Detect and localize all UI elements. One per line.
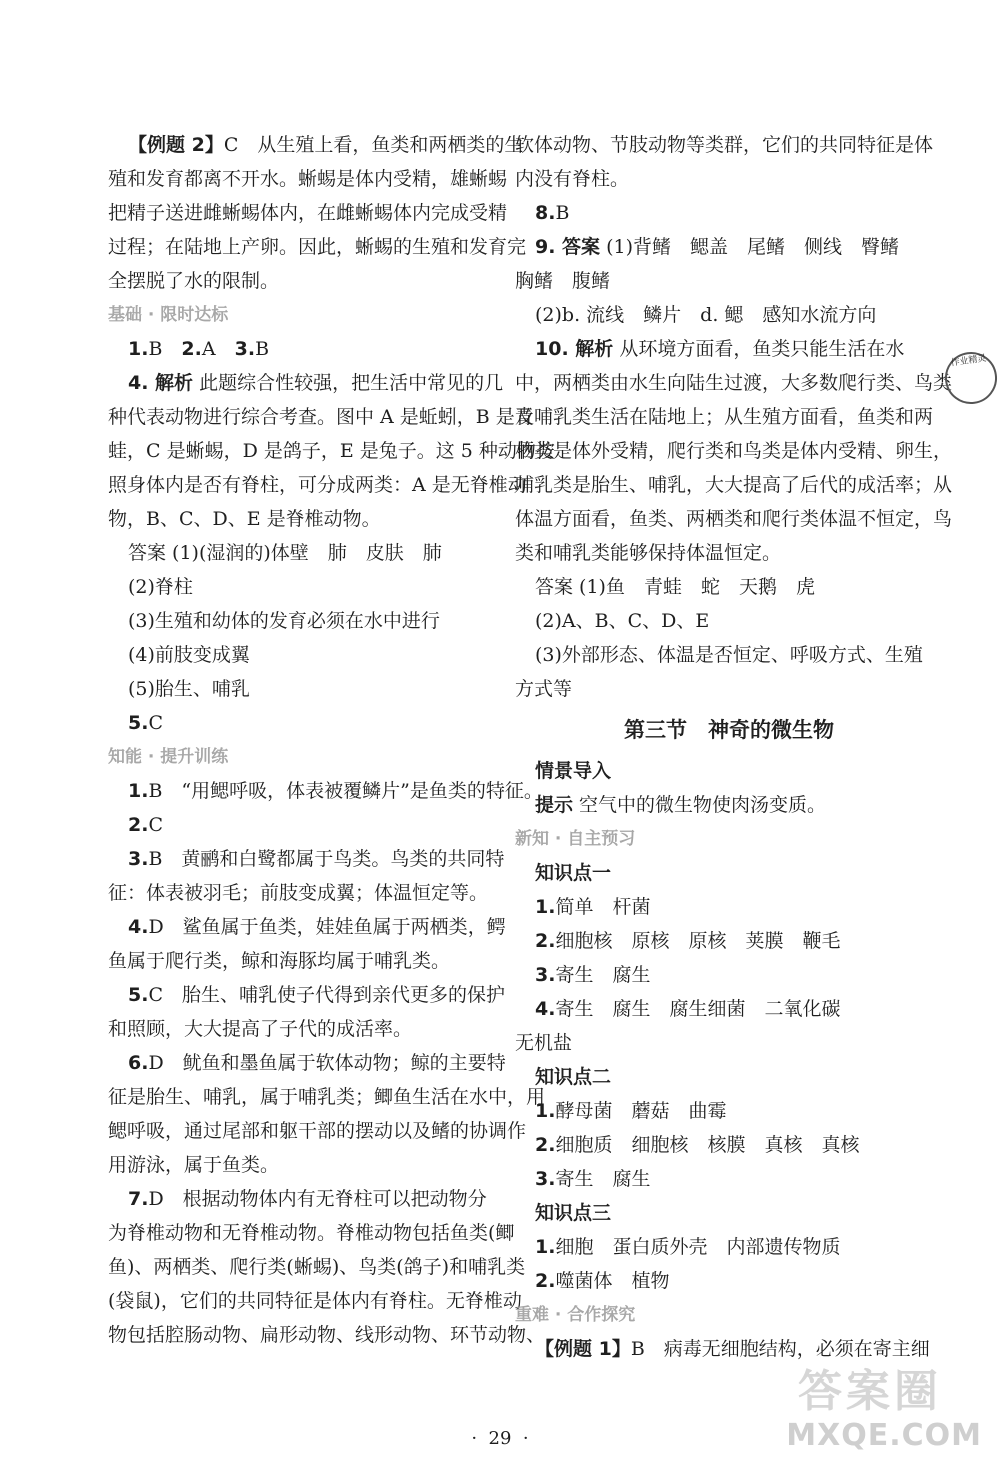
text-run: 胸鳍 腹鳍 bbox=[515, 270, 611, 292]
text-run: 细胞核 原核 原核 荚膜 鞭毛 bbox=[555, 930, 841, 952]
bold-label: 1. bbox=[128, 338, 149, 360]
left-line bbox=[108, 230, 527, 264]
right-line bbox=[515, 570, 943, 604]
right-line bbox=[515, 332, 943, 366]
text-run: 鱼)、两栖类、爬行类(蜥蜴)、鸟类(鸽子)和哺乳类 bbox=[108, 1256, 526, 1278]
left-line bbox=[108, 1318, 546, 1352]
text-run: 征：体表被羽毛；前肢变成翼；体温恒定等。 bbox=[108, 882, 489, 904]
bold-label: 2. bbox=[535, 1270, 556, 1292]
text-run: 寄生 腐生 bbox=[555, 964, 651, 986]
text-run: 细胞质 细胞核 核膜 真核 真核 bbox=[555, 1134, 860, 1156]
text-run: 用游泳，属于鱼类。 bbox=[108, 1154, 280, 1176]
right-line bbox=[515, 536, 943, 570]
text-run: 中，两栖类由水生向陆生过渡，大多数爬行类、鸟类 bbox=[515, 372, 953, 394]
bold-label: 8. bbox=[535, 202, 556, 224]
right-line bbox=[515, 924, 943, 958]
text-run: 物包括腔肠动物、扁形动物、线形动物、环节动物、 bbox=[108, 1324, 546, 1346]
text-run: 无机盐 bbox=[515, 1032, 573, 1054]
text-run: D 根据动物体内有无脊柱可以把动物分 bbox=[148, 1188, 487, 1210]
text-run: 从环境方面看，鱼类只能生活在水 bbox=[613, 338, 905, 360]
right-line bbox=[515, 1162, 943, 1196]
left-line bbox=[108, 638, 500, 672]
text-run: 哺乳类是胎生、哺乳，大大提高了后代的成活率；从 bbox=[515, 474, 953, 496]
text-run: C 从生殖上看，鱼类和两栖类的生 bbox=[223, 134, 524, 156]
right-line bbox=[515, 856, 943, 890]
section-heading: 知能 · 提升训练 bbox=[108, 747, 229, 767]
text-run: B 病毒无细胞结构，必须在寄主细 bbox=[630, 1338, 930, 1360]
text-run: 此题综合性较强，把生活中常见的几 bbox=[193, 372, 504, 394]
bold-label: 知识点二 bbox=[535, 1066, 612, 1088]
bold-label: 【例题 1】 bbox=[535, 1338, 631, 1360]
text-run: 及哺乳类生活在陆地上；从生殖方面看，鱼类和两 bbox=[515, 406, 934, 428]
text-run: 殖和发育都离不开水。蜥蜴是体内受精，雄蜥蜴 bbox=[108, 168, 508, 190]
text-run: 蛙，C 是蜥蜴，D 是鸽子，E 是兔子。这 5 种动物按 bbox=[108, 440, 555, 462]
text-run: 过程；在陆地上产卵。因此，蜥蜴的生殖和发育完 bbox=[108, 236, 527, 258]
text-run: D 鱿鱼和墨鱼属于软体动物；鲸的主要特 bbox=[148, 1052, 506, 1074]
text-run: (2)脊柱 bbox=[128, 576, 193, 598]
bold-label: 5. bbox=[128, 712, 149, 734]
right-line bbox=[515, 162, 943, 196]
section-heading: 基础 · 限时达标 bbox=[108, 305, 229, 325]
right-line bbox=[515, 1264, 943, 1298]
page-number: · 29 · bbox=[471, 1428, 529, 1449]
left-line bbox=[108, 910, 506, 944]
text-run: 噬菌体 植物 bbox=[555, 1270, 670, 1292]
right-line bbox=[515, 638, 943, 672]
right-column bbox=[515, 128, 953, 1366]
right-line bbox=[515, 604, 943, 638]
text-run: (1)背鳍 鳃盖 尾鳍 侧线 臀鳍 bbox=[600, 236, 900, 258]
text-run: 种代表动物进行综合考查。图中 A 是蚯蚓，B 是青 bbox=[108, 406, 534, 428]
watermark-logo: 答案圈 bbox=[798, 1366, 942, 1417]
text-run: D 鲨鱼属于鱼类，娃娃鱼属于两栖类，鳄 bbox=[148, 916, 506, 938]
bold-label: 1. bbox=[535, 896, 556, 918]
right-line bbox=[515, 502, 953, 536]
text-run: B bbox=[148, 338, 182, 360]
text-run: (3)生殖和幼体的发育必须在水中进行 bbox=[128, 610, 440, 632]
text-run: B bbox=[255, 338, 270, 360]
right-line bbox=[515, 754, 943, 788]
left-line bbox=[108, 332, 500, 366]
right-line bbox=[515, 672, 943, 706]
text-run: 答案 (1)(湿润的)体壁 肺 皮肤 肺 bbox=[128, 542, 442, 564]
text-run: 软体动物、节肢动物等类群，它们的共同特征是体 bbox=[515, 134, 934, 156]
right-line bbox=[515, 1026, 943, 1060]
left-line bbox=[108, 570, 500, 604]
text-run: (4)前肢变成翼 bbox=[128, 644, 250, 666]
text-run: 寄生 腐生 腐生细菌 二氧化碳 bbox=[555, 998, 841, 1020]
left-line bbox=[108, 604, 500, 638]
left-line bbox=[108, 774, 543, 808]
right-line bbox=[515, 1128, 943, 1162]
right-line bbox=[515, 890, 943, 924]
bold-label: 2. bbox=[128, 814, 149, 836]
section-heading: 重难 · 合作探究 bbox=[515, 1305, 636, 1325]
left-line bbox=[108, 1250, 526, 1284]
left-line bbox=[108, 672, 500, 706]
left-line bbox=[108, 808, 500, 842]
section-heading: 新知 · 自主预习 bbox=[515, 829, 636, 849]
text-run: C 胎生、哺乳使子代得到亲代更多的保护 bbox=[148, 984, 505, 1006]
text-run: 空气中的微生物使肉汤变质。 bbox=[573, 794, 827, 816]
text-run: 物，B、C、D、E 是脊椎动物。 bbox=[108, 508, 381, 530]
bold-label: 4. bbox=[128, 916, 149, 938]
chapter-title: 第三节 神奇的微生物 bbox=[624, 718, 834, 742]
right-line bbox=[515, 1196, 943, 1230]
text-run: 把精子送进雌蜥蜴体内，在雌蜥蜴体内完成受精 bbox=[108, 202, 508, 224]
left-line bbox=[108, 264, 500, 298]
bold-label: 2. bbox=[535, 1134, 556, 1156]
text-run: A bbox=[201, 338, 235, 360]
text-run: 内没有脊柱。 bbox=[515, 168, 630, 190]
right-line bbox=[515, 230, 943, 264]
text-run: B 黄鹂和白鹭都属于鸟类。鸟类的共同特 bbox=[148, 848, 505, 870]
left-line bbox=[108, 1216, 515, 1250]
bold-label: 3. bbox=[535, 1168, 556, 1190]
left-line bbox=[108, 1080, 546, 1114]
right-line bbox=[515, 196, 943, 230]
right-line bbox=[515, 1060, 943, 1094]
left-line bbox=[108, 400, 534, 434]
text-run: 鳃呼吸，通过尾部和躯干部的摆动以及鳍的协调作 bbox=[108, 1120, 527, 1142]
right-line bbox=[515, 1230, 943, 1264]
text-run: 酵母菌 蘑菇 曲霉 bbox=[555, 1100, 727, 1122]
right-line bbox=[515, 958, 943, 992]
bold-label: 知识点三 bbox=[535, 1202, 612, 1224]
text-run: (2)b. 流线 鳞片 d. 鳃 感知水流方向 bbox=[535, 304, 877, 326]
right-line bbox=[515, 400, 943, 434]
text-run: 和照顾，大大提高了子代的成活率。 bbox=[108, 1018, 413, 1040]
text-run: (2)A、B、C、D、E bbox=[535, 610, 710, 632]
bold-label: 6. bbox=[128, 1052, 149, 1074]
left-line bbox=[108, 502, 500, 536]
bold-label: 5. bbox=[128, 984, 149, 1006]
right-line bbox=[515, 298, 943, 332]
page-number-value: 29 bbox=[488, 1428, 512, 1449]
left-line bbox=[108, 1046, 506, 1080]
bold-label: 3. bbox=[128, 848, 149, 870]
bold-label: 4. 解析 bbox=[128, 372, 194, 394]
text-run: 全摆脱了水的限制。 bbox=[108, 270, 280, 292]
right-line bbox=[515, 128, 943, 162]
text-run: 体温方面看，鱼类、两栖类和爬行类体温不恒定，鸟 bbox=[515, 508, 953, 530]
left-line bbox=[108, 1148, 500, 1182]
right-line bbox=[515, 434, 953, 468]
text-run: B “用鳃呼吸，体表被覆鳞片”是鱼类的特征。 bbox=[148, 780, 543, 802]
text-run: 征是胎生、哺乳，属于哺乳类；鲫鱼生活在水中，用 bbox=[108, 1086, 546, 1108]
bold-label: 2. bbox=[181, 338, 202, 360]
text-run: 鱼属于爬行类，鲸和海豚均属于哺乳类。 bbox=[108, 950, 451, 972]
left-line bbox=[108, 434, 555, 468]
text-run: (3)外部形态、体温是否恒定、呼吸方式、生殖 bbox=[535, 644, 923, 666]
right-line bbox=[515, 468, 953, 502]
left-line bbox=[108, 706, 500, 740]
bold-label: 3. bbox=[234, 338, 256, 360]
right-line bbox=[515, 992, 943, 1026]
bold-label: 4. bbox=[535, 998, 556, 1020]
bold-label: 7. bbox=[128, 1188, 149, 1210]
right-line bbox=[515, 366, 953, 400]
text-run: 寄生 腐生 bbox=[555, 1168, 651, 1190]
left-line bbox=[108, 842, 505, 876]
bold-label: 1. bbox=[535, 1236, 556, 1258]
right-line bbox=[515, 1094, 943, 1128]
bold-label: 1. bbox=[128, 780, 149, 802]
bold-label: 2. bbox=[535, 930, 556, 952]
text-run: 简单 杆菌 bbox=[555, 896, 651, 918]
text-run: 细胞 蛋白质外壳 内部遗传物质 bbox=[555, 1236, 841, 1258]
bold-label: 提示 bbox=[535, 794, 574, 816]
left-line bbox=[108, 196, 508, 230]
left-line bbox=[108, 366, 504, 400]
bold-label: 3. bbox=[535, 964, 556, 986]
left-line bbox=[108, 944, 500, 978]
bold-label: 情景导入 bbox=[535, 760, 612, 782]
left-line bbox=[108, 1114, 527, 1148]
left-line bbox=[108, 468, 527, 502]
left-line bbox=[108, 536, 500, 570]
watermark-url: MXQE.COM bbox=[786, 1418, 982, 1453]
left-line bbox=[108, 162, 508, 196]
right-line bbox=[515, 788, 943, 822]
text-run: 类和哺乳类能够保持体温恒定。 bbox=[515, 542, 782, 564]
bold-label: 1. bbox=[535, 1100, 556, 1122]
bold-label: 10. 解析 bbox=[535, 338, 614, 360]
text-run: 方式等 bbox=[515, 678, 573, 700]
text-run: C bbox=[148, 814, 163, 836]
bold-label: 【例题 2】 bbox=[128, 134, 224, 156]
bold-label: 9. 答案 bbox=[535, 236, 601, 258]
left-line bbox=[108, 1182, 500, 1216]
text-run: (袋鼠)，它们的共同特征是体内有脊柱。无脊椎动 bbox=[108, 1290, 522, 1312]
text-run: C bbox=[148, 712, 163, 734]
left-line bbox=[108, 978, 505, 1012]
text-run: (5)胎生、哺乳 bbox=[128, 678, 250, 700]
left-line bbox=[108, 1012, 500, 1046]
text-run: 栖类是体外受精，爬行类和鸟类是体内受精、卵生， bbox=[515, 440, 953, 462]
left-line bbox=[108, 1284, 522, 1318]
left-line bbox=[108, 876, 500, 910]
text-run: 为脊椎动物和无脊椎动物。脊椎动物包括鱼类(鲫 bbox=[108, 1222, 515, 1244]
text-run: B bbox=[555, 202, 570, 224]
text-run: 答案 (1)鱼 青蛙 蛇 天鹅 虎 bbox=[535, 576, 815, 598]
stamp-logo: 作业精灵 bbox=[942, 349, 1000, 408]
right-line bbox=[515, 264, 943, 298]
text-run: 照身体内是否有脊柱，可分成两类：A 是无脊椎动 bbox=[108, 474, 527, 496]
left-line bbox=[108, 128, 524, 162]
bold-label: 知识点一 bbox=[535, 862, 612, 884]
